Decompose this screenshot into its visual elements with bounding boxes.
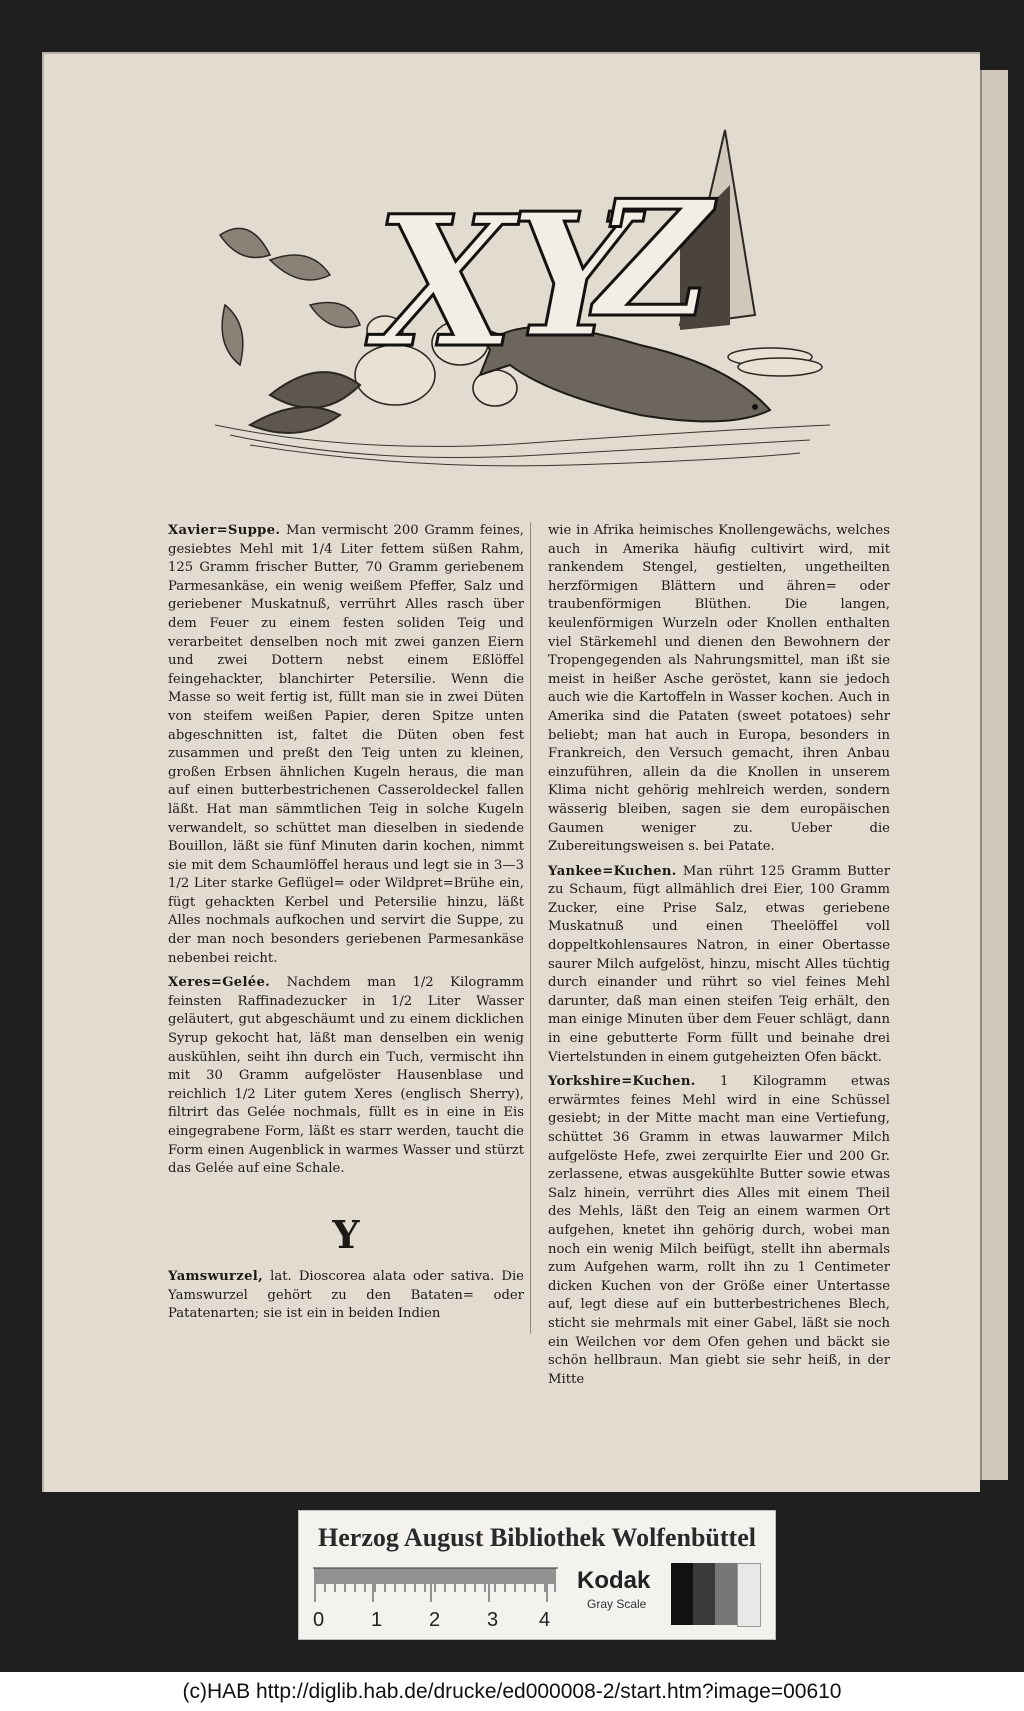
entry-text: Man rührt 125 Gramm Butter zu Schaum, fügt allmählich drei Eier, 100 Gramm Zucker, eine Prise Salz, etwas geriebene Muskatnuß und einen Theelöffel voll doppeltkohlensaures Natron, in einer Obertasse saurer Milch aufgelöst, hinzu, mischt Alles tüchtig durch einander und rührt so viel feines Mehl darunter, daß man einen steifen Teig erhält, den man einige Minuten über dem Feuer schlägt, dann in eine gebutterte Form füllt und beinahe drei Viertelstunden in einem gutgeheizten Ofen bäckt. — [548, 863, 890, 1065]
scale-number-1: 1 — [371, 1609, 383, 1630]
kodak-subtitle: Gray Scale — [587, 1597, 647, 1611]
gray-swatch-black — [671, 1563, 693, 1625]
entry-yamswurzel — [168, 1268, 524, 1324]
entry-head: Xavier=Suppe. — [168, 523, 281, 538]
gray-swatch-light — [737, 1563, 761, 1627]
entry-head: Yorkshire=Kuchen. — [548, 1074, 696, 1090]
entry-head: Xeres=Gelée. — [168, 975, 271, 991]
right-column — [548, 522, 890, 1395]
initial-x: X — [375, 177, 515, 388]
left-column — [168, 522, 524, 1185]
entry-yankee-kuchen — [548, 863, 890, 1068]
scale-number-0: 0 — [313, 1609, 325, 1630]
scale-number-2: 2 — [429, 1609, 441, 1630]
section-letter: Y — [332, 1212, 360, 1257]
scale-number-3: 3 — [487, 1609, 499, 1630]
entry-xavier-suppe — [168, 522, 524, 968]
entry-head: Yankee=Kuchen. — [548, 863, 677, 879]
entry-continuation — [548, 522, 890, 857]
entry-text: wie in Afrika heimisches Knollengewächs, welches auch in Amerika häufig cultivirt wird, mit rankendem Stengel, gestielten, ungetheilten herzförmigen Blättern und ähren= oder traubenförmigen Blüthen. Die langen, keulenförmigen Wurzeln oder Knollen enthalten viel Stärkemehl und dienen den Bewohnern der Tropengegenden als Nahrungsmittel, man ißt sie meist in heißer Asche geröstet, kann sie jedoch auch wie die Kartoffeln in Wasser kochen. Auch in Amerika sind die Pataten (sweet potatoes) sehr beliebt; man hat auch in Europa, besonders in Frankreich, den Versuch gemacht, ihren Anbau einzuführen, allein da die Knollen in unserem Klima nicht gehörig mehlreich werden, sondern wässerig bleiben, sagen sie dem europäischen Gaumen weniger zu. Ueber die Zubereitungsweisen s. bei Patate. — [548, 523, 890, 855]
left-column-continued — [168, 1268, 524, 1330]
header-illustration — [210, 125, 840, 485]
copyright-footer: (c)HAB http://diglib.hab.de/drucke/ed000008-2/start.htm?image=00610 — [0, 1672, 1024, 1711]
column-divider — [530, 522, 531, 1334]
library-label — [298, 1510, 776, 1640]
initial-z: Z — [595, 165, 712, 353]
kodak-logo: Kodak — [577, 1567, 651, 1594]
entry-yorkshire-kuchen — [548, 1073, 890, 1389]
scale-number-4: 4 — [539, 1609, 551, 1630]
measurement-scale — [313, 1566, 563, 1630]
entry-head: Yamswurzel, — [168, 1269, 263, 1284]
next-page-edge — [980, 70, 1008, 1480]
initial-y: Y — [510, 176, 632, 376]
gray-swatch-mid — [715, 1563, 737, 1625]
gray-swatch-dark — [693, 1563, 715, 1625]
entry-text: Man vermischt 200 Gramm feines, gesiebtes Mehl mit 1/4 Liter fettem süßen Rahm, 125 Gramm frischer Butter, 70 Gramm geriebenem Parmesankäse, ein wenig weißem Pfeffer, Salz und geriebener Muskatnuß, verrührt Alles rasch über dem Feuer zu einem festen soliden Teig und verarbeitet denselben noch mit zwei ganzen Eiern und zwei Dottern nebst einem Eßlöffel feingehackter, blanchirter Petersilie. Wenn die Masse so weit fertig ist, füllt man sie in zwei Düten von steifem weißen Papier, deren Spitze unten abgeschnitten ist, faltet die Düten oben fest zusammen und preßt den Teig unten zu kleinen, großen Erbsen ähnlichen Kugeln heraus, die man auf einen butterbestrichenen Casseroldeckel fallen läßt. Hat man sämmtlichen Teig in solche Kugeln verwandelt, so schüttet man dieselben in siedende Bouillon, läßt sie fünf Minuten darin kochen, nimmt sie mit dem Schaumlöffel heraus und legt sie in 3—3 1/2 Liter starke Geflügel= oder Wildpret=Brühe ein, fügt gehackten Kerbel und Petersilie hinzu, läßt Alles nochmals aufkochen und servirt die Suppe, zu der man noch besonders geriebenen Parmesankäse nebenbei reicht. — [168, 523, 524, 966]
entry-text: lat. Dioscorea alata oder sativa. Die Yamswurzel gehört zu den Bataten= oder Patatenarten; sie ist ein in beiden Indien — [168, 1269, 524, 1322]
entry-xeres-gelee — [168, 974, 524, 1179]
entry-text: Nachdem man 1/2 Kilogramm feinsten Raffinadezucker in 1/2 Liter Wasser geläutert, gut abgeschäumt und zu einem dicklichen Syrup gekocht hat, läßt man denselben ein wenig auskühlen, seiht ihn durch ein Tuch, vermischt ihn mit 30 Gramm aufgelöster Hausenblase und reichlich 1/2 Liter gutem Xeres (englisch Sherry), filtrirt das Gelée nochmals, füllt es in eine in Eis eingegrabene Form, läßt es starr werden, taucht die Form einen Augenblick in warmes Wasser und stürzt das Gelée auf eine Schale. — [168, 975, 524, 1177]
library-title: Herzog August Bibliothek Wolfenbüttel — [318, 1523, 756, 1552]
entry-text: 1 Kilogramm etwas erwärmtes feines Mehl wird in eine Schüssel gesiebt; in der Mitte macht man eine Vertiefung, schüttet 36 Gramm in etwas lauwarmer Milch aufgelöste Hefe, zwei zerquirlte Eier und 200 Gr. zerlassene, etwas ausgekühlte Butter sowie etwas Salz hinein, verrührt dies Alles mit einem Theil des Mehls, läßt den Teig an einem warmen Ort aufgehen, knetet ihn gehörig durch, wobei man noch ein wenig Milch beifügt, stellt ihn abermals zum Aufgehen warm, rollt ihn zu 1 Centimeter dicken Kuchen von der Größe einer Untertasse auf, legt diese auf ein butterbestrichenes Blech, sticht sie mehrmals mit einer Gabel, läßt sie noch ein Weilchen vor dem Ofen gehen und bäckt sie schön hellbraun. Man giebt sie sehr heiß, in der Mitte — [548, 1074, 890, 1387]
